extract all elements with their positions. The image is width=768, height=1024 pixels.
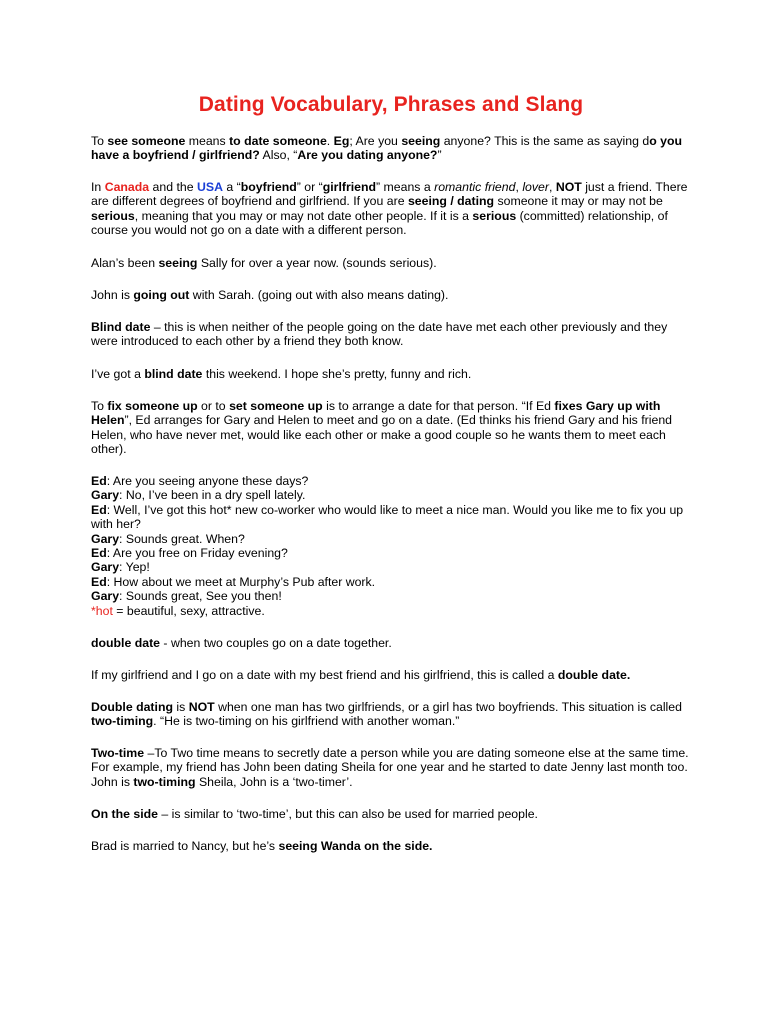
text: To <box>91 399 108 413</box>
text: , <box>548 180 556 194</box>
term-double-dating: Double dating <box>91 700 173 714</box>
text: means <box>185 134 230 148</box>
term-canada: Canada <box>104 180 150 194</box>
dialogue-text: : No, I’ve been in a dry spell lately. <box>119 488 306 503</box>
footnote-hot <box>91 604 691 618</box>
speaker-name: Gary <box>91 531 120 546</box>
paragraph-two-time <box>91 746 691 789</box>
speaker-name: Ed <box>91 474 107 488</box>
term-going-out: going out <box>133 288 190 302</box>
paragraph-boyfriend-girlfriend <box>91 180 691 238</box>
term-usa: USA <box>196 180 223 194</box>
term-two-time: Two-time <box>91 746 145 760</box>
term-to-date-someone: to date someone <box>229 134 327 148</box>
dialogue-text: : How about we meet at Murphy’s Pub after work. <box>106 574 376 589</box>
text: just a friend. There are different degrees of boyfriend and girlfriend. If you are <box>91 180 688 209</box>
term-serious: serious <box>472 208 517 223</box>
term-not: NOT <box>188 700 215 714</box>
text: To <box>91 134 108 148</box>
term-fixes-gary-up: fixes Gary up with Helen <box>91 399 661 428</box>
dialogue-line <box>91 474 691 488</box>
text: John is <box>91 288 134 302</box>
term-blind-date: blind date <box>144 367 203 381</box>
speaker-name: Ed <box>91 574 107 589</box>
paragraph-on-the-side <box>91 807 538 821</box>
example-blind-date <box>91 367 471 381</box>
text: or to <box>197 399 230 413</box>
page-title: Dating Vocabulary, Phrases and Slang <box>198 93 584 116</box>
text: when one man has two girlfriends, or a girl has two boyfriends. This situation is called <box>214 700 682 714</box>
dialogue-line <box>91 503 691 532</box>
paragraph-fix-someone-up <box>91 399 691 457</box>
term-are-you-dating: Are you dating anyone? <box>297 148 438 163</box>
term-lover: lover <box>522 180 549 194</box>
text: with Sarah. (going out with also means dating). <box>189 288 449 302</box>
term-see-someone: see someone <box>107 134 186 148</box>
text: – this is when neither of the people going on the date have met each other previously and they were introduced to each other by a friend they both know. <box>91 320 668 349</box>
term-two-timing: two-timing <box>133 774 196 789</box>
term-seeing-dating: seeing / dating <box>407 194 495 209</box>
term-eg: Eg <box>333 134 350 148</box>
text: – is similar to ‘two-time’, but this can also be used for married people. <box>157 807 538 821</box>
example-john <box>91 288 448 302</box>
speaker-name: Gary <box>91 560 120 575</box>
paragraph-blind-date <box>91 320 691 349</box>
text: Sheila, John is a ‘two-timer’. <box>195 774 353 789</box>
text: a “ <box>222 180 241 194</box>
dialogue-line <box>91 488 691 502</box>
text: = beautiful, sexy, attractive. <box>112 603 265 618</box>
text: , meaning that you may or may not date other people. If it is a <box>134 208 473 223</box>
text: ; Are you <box>349 134 402 148</box>
text: and the <box>149 180 197 194</box>
text: Also, “ <box>259 148 298 163</box>
text: . <box>326 134 334 148</box>
term-hot: *hot <box>91 603 113 618</box>
term-boyfriend: boyfriend <box>240 180 297 194</box>
dialogue-text: : Sounds great. When? <box>119 531 245 546</box>
term-seeing: seeing <box>158 256 198 270</box>
dialogue-text: : Sounds great, See you then! <box>119 589 282 604</box>
paragraph-double-date <box>91 636 392 650</box>
example-on-the-side <box>91 839 432 853</box>
text: . “He is two-timing on his girlfriend with another woman.” <box>153 714 460 729</box>
text: ” means a <box>376 180 435 194</box>
paragraph-see-someone <box>91 134 691 163</box>
example-double-date <box>91 668 630 682</box>
text: In <box>91 180 105 194</box>
dialogue-text: : Yep! <box>119 560 150 575</box>
term-double-date: double date. <box>557 668 631 682</box>
text: is <box>172 700 189 714</box>
text: Alan’s been <box>91 256 159 270</box>
term-set-someone-up: set someone up <box>229 399 323 413</box>
term-two-timing: two-timing <box>91 714 154 729</box>
term-double-date: double date <box>91 636 161 650</box>
text: anyone? This is the same as saying d <box>440 134 650 148</box>
text: (committed) relationship, of course you would not go on a date with a different person. <box>91 208 668 238</box>
term-serious: serious <box>91 208 135 223</box>
example-alan <box>91 256 437 270</box>
text: someone it may or may not be <box>494 194 663 209</box>
dialogue-text: : Are you seeing anyone these days? <box>106 474 309 488</box>
speaker-name: Gary <box>91 488 120 503</box>
text: ”, Ed arranges for Gary and Helen to meet and go on a date. (Ed thinks his friend Gary and his friend Helen, who have never met, would like each other or make a good couple so he wants them to meet each other). <box>91 413 673 457</box>
text: Brad is married to Nancy, but he’s <box>91 839 279 853</box>
term-seeing-wanda: seeing Wanda on the side. <box>278 839 433 853</box>
term-romantic-friend: romantic friend <box>434 180 516 194</box>
text: Sally for over a year now. (sounds serious). <box>197 256 437 270</box>
text: is to arrange a date for that person. “If Ed <box>322 399 555 413</box>
dialogue-line <box>91 532 691 546</box>
dialogue-line <box>91 589 691 603</box>
term-not: NOT <box>555 180 582 194</box>
term-blind-date: Blind date <box>91 320 151 334</box>
term-girlfriend: girlfriend <box>322 180 377 194</box>
speaker-name: Ed <box>91 502 107 517</box>
text: If my girlfriend and I go on a date with my best friend and his girlfriend, this is called a <box>91 668 558 682</box>
text: ” or “ <box>296 180 323 194</box>
term-seeing: seeing <box>401 134 441 148</box>
dialogue-line <box>91 575 691 589</box>
text: I’ve got a <box>91 367 145 381</box>
term-fix-someone-up: fix someone up <box>107 399 198 413</box>
text: this weekend. I hope she’s pretty, funny and rich. <box>202 367 472 381</box>
dialogue <box>91 474 691 618</box>
dialogue-line <box>91 560 691 574</box>
term-on-the-side: On the side <box>91 807 158 821</box>
speaker-name: Gary <box>91 589 120 604</box>
document-body <box>91 88 691 853</box>
text: –To Two time means to secretly date a person while you are dating someone else at the same time. For example, my friend has John been dating Sheila for one year and he started to date Jenny last month too. John is <box>91 746 689 789</box>
speaker-name: Ed <box>91 546 107 561</box>
text: - when two couples go on a date together. <box>160 636 392 650</box>
paragraph-double-dating <box>91 700 691 729</box>
dialogue-line <box>91 546 691 560</box>
text: , <box>515 180 523 194</box>
term-boyfriend-girlfriend: o you have a boyfriend / girlfriend? <box>91 134 683 163</box>
dialogue-text: : Are you free on Friday evening? <box>106 546 288 561</box>
dialogue-text: : Well, I’ve got this hot* new co-worker who would like to meet a nice man. Would you like me to fix you up with her? <box>91 502 684 532</box>
text: ” <box>437 148 442 163</box>
